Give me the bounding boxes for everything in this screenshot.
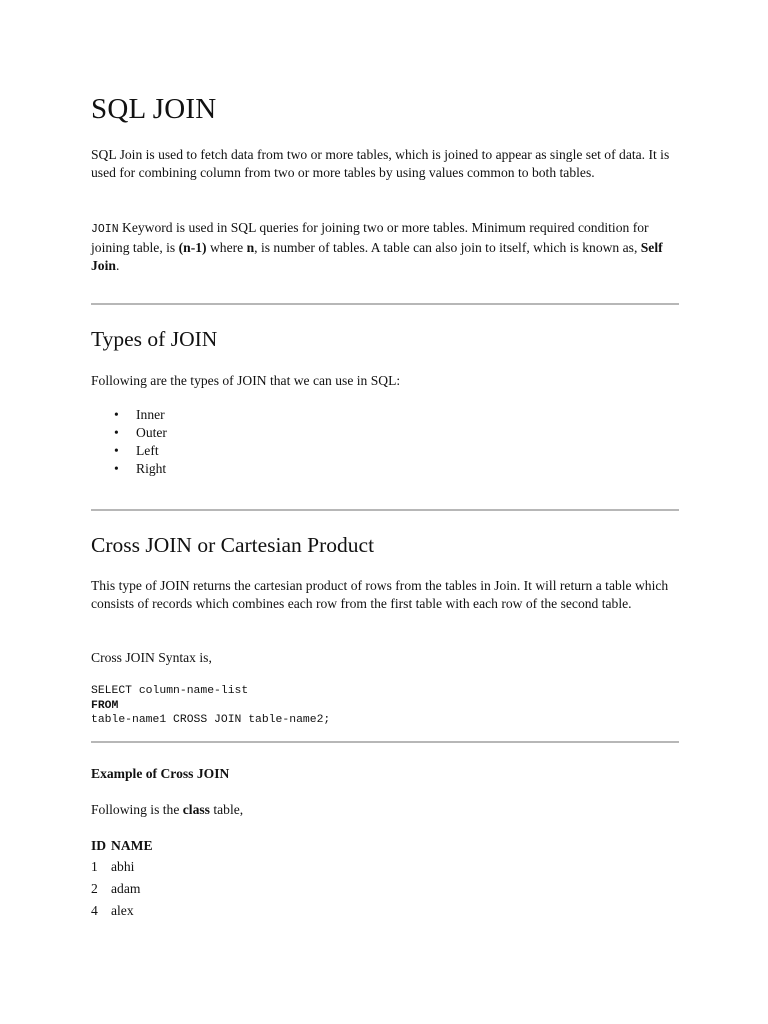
list-item-label: Outer (136, 425, 167, 440)
bullet-icon: • (114, 425, 119, 440)
example-heading: Example of Cross JOIN (91, 766, 230, 781)
code-line: table-name1 CROSS JOIN table-name2; (91, 714, 331, 727)
class-table (91, 838, 153, 925)
types-lead: Following are the types of JOIN that we can use in SQL: (91, 373, 401, 388)
bullet-icon: • (114, 443, 119, 458)
cell-id: 2 (91, 881, 98, 896)
list-item (91, 406, 167, 424)
cell-name: abhi (111, 859, 135, 874)
cross-join-description: This type of JOIN returns the cartesian product of rows from the tables in Join. It will return a table which consists of records which combines each row from the first table with each row of the second table. (91, 578, 669, 612)
list-item (91, 424, 167, 442)
table-row (91, 903, 153, 925)
cross-join-heading: Cross JOIN or Cartesian Product (91, 533, 375, 557)
cross-join-syntax-code (91, 684, 330, 728)
join-text-n-minus-1: (n-1) (178, 240, 207, 256)
section-divider (91, 741, 679, 743)
example-lead-text: table, (209, 802, 244, 817)
join-text-e: . (115, 258, 120, 274)
join-keyword-paragraph (91, 219, 679, 276)
bullet-icon: • (114, 461, 119, 476)
page-title: SQL JOIN (91, 93, 217, 125)
join-text-d: , is number of tables. A table can also join to itself, which is known as, (254, 240, 641, 256)
list-item-label: Left (136, 443, 159, 458)
example-lead-text: Following is the (91, 802, 183, 817)
list-item (91, 460, 167, 478)
join-text-self-join: Self Join (91, 240, 663, 274)
section-divider (91, 509, 679, 511)
cell-id: 4 (91, 903, 98, 918)
intro-paragraph: SQL Join is used to fetch data from two or more tables, which is joined to appear as single set of data. It is used for combining column from two or more tables by using values common to both tables. (91, 147, 670, 181)
bullet-icon: • (114, 407, 119, 422)
join-keyword-code: JOIN (91, 223, 119, 236)
table-header-row (91, 838, 153, 859)
table-row (91, 859, 153, 881)
example-lead (91, 801, 679, 819)
syntax-label: Cross JOIN Syntax is, (91, 650, 212, 665)
cell-name: alex (111, 903, 134, 918)
join-text-a: Keyword is used in SQL queries for joining two or more tables. Minimum required condition for joining table, is (91, 220, 649, 256)
code-line: SELECT column-name-list (91, 685, 249, 697)
column-header-id: ID (91, 838, 107, 853)
list-item-label: Inner (136, 407, 165, 422)
join-text-c: where (206, 240, 247, 256)
list-item (91, 442, 167, 460)
types-heading: Types of JOIN (91, 327, 218, 351)
class-table-name: class (182, 802, 210, 817)
cell-name: adam (111, 881, 141, 896)
table-row (91, 881, 153, 903)
list-item-label: Right (136, 461, 167, 476)
code-line: FROM (91, 699, 119, 712)
join-types-list (91, 406, 167, 478)
join-text-n: n (246, 240, 255, 256)
section-divider (91, 303, 679, 305)
cell-id: 1 (91, 859, 98, 874)
column-header-name: NAME (111, 838, 153, 853)
